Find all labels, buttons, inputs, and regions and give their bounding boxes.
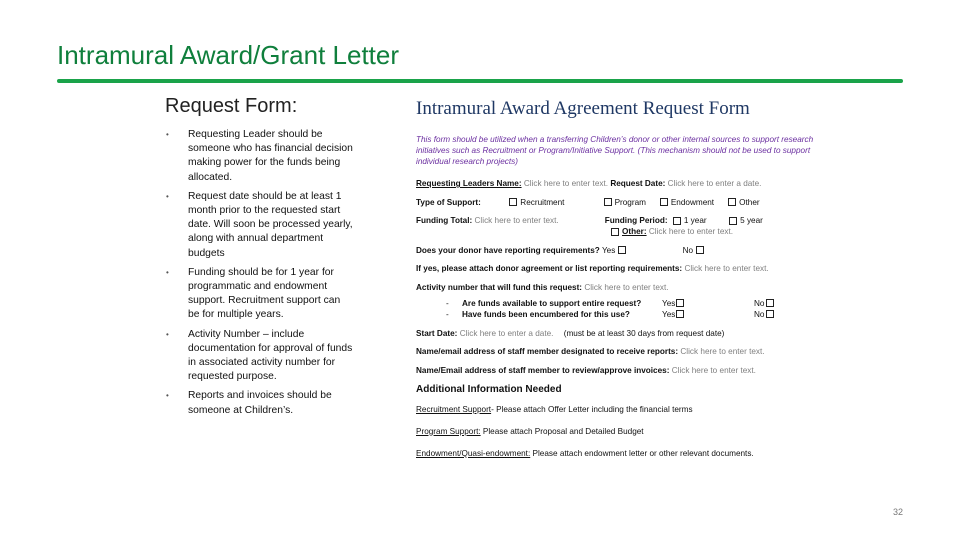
request-date-label: Request Date: xyxy=(610,179,666,188)
funding-total-field[interactable]: Click here to enter text. xyxy=(474,216,559,225)
donor-no-checkbox[interactable] xyxy=(696,246,704,254)
no-label: No xyxy=(754,309,765,319)
start-date-field[interactable]: Click here to enter a date. xyxy=(459,328,554,338)
other-period-field[interactable]: Click here to enter text. xyxy=(648,227,734,236)
activity-number-label: Activity number that will fund this request: xyxy=(416,282,583,292)
bullet-icon: • xyxy=(166,191,169,201)
bullet-text: Activity Number – include documentation for approval of funds in associated activity number for requested purpose. xyxy=(188,328,353,383)
requesting-leader-row xyxy=(416,179,816,189)
bullet-text: Funding should be for 1 year for programmatic and endowment support. Recruitment support can be for multiple years. xyxy=(188,266,341,321)
start-date-note: (must be at least 30 days from request date) xyxy=(563,328,725,338)
slide-title: Intramural Award/Grant Letter xyxy=(57,40,400,70)
donor-yes-checkbox[interactable] xyxy=(618,246,626,254)
other-period-label: Other: xyxy=(622,227,647,236)
five-year-option: 5 year xyxy=(740,216,763,225)
additional-item-endowment xyxy=(416,449,816,458)
bullet-icon: • xyxy=(166,329,169,339)
donor-attach-label: If yes, please attach donor agreement or list reporting requirements: xyxy=(416,264,683,273)
receive-reports-label: Name/email address of staff member designated to receive reports: xyxy=(416,347,679,356)
funds-encumbered-row xyxy=(416,310,816,320)
other-checkbox[interactable] xyxy=(728,198,736,206)
bullet-list xyxy=(163,128,353,418)
one-year-checkbox[interactable] xyxy=(673,217,681,225)
bullet-text: Requesting Leader should be someone who has financial decision making power for the funds being allocated. xyxy=(188,129,353,183)
five-year-checkbox[interactable] xyxy=(729,217,737,225)
bullet-icon: • xyxy=(166,391,169,401)
other-period-row xyxy=(416,227,816,237)
list-item xyxy=(163,328,353,385)
additional-info-heading: Additional Information Needed xyxy=(416,383,562,395)
additional-item-label: Recruitment Support xyxy=(416,404,492,414)
yes-label: Yes xyxy=(662,309,676,319)
funding-row xyxy=(416,216,816,226)
type-of-support-row xyxy=(416,198,816,208)
list-item xyxy=(163,266,353,323)
start-date-label: Start Date: xyxy=(416,328,458,338)
one-year-option: 1 year xyxy=(683,216,707,225)
receive-reports-row xyxy=(416,347,816,357)
additional-item-label: Program Support: xyxy=(416,426,481,436)
recruitment-checkbox[interactable] xyxy=(509,198,517,206)
yes-label: Yes xyxy=(662,298,676,308)
other-period-checkbox[interactable] xyxy=(611,228,619,236)
request-date-field[interactable]: Click here to enter a date. xyxy=(667,179,762,188)
additional-item-program xyxy=(416,427,816,436)
bullet-text: Request date should be at least 1 month prior to the requested start date. Will soon be processed yearly, along with annual department budgets xyxy=(188,190,353,259)
requesting-leader-field[interactable]: Click here to enter text. xyxy=(523,179,609,188)
type-of-support-label: Type of Support: xyxy=(416,197,481,207)
list-item xyxy=(163,190,353,261)
no-label: No xyxy=(754,298,765,308)
activity-number-field[interactable]: Click here to enter text. xyxy=(584,282,669,292)
donor-reporting-row xyxy=(416,246,816,256)
form-intro: This form should be utilized when a transferring Children’s donor or other internal sources to support research initiatives such as Recruitment or Program/Initiative Support. (This mechanism should not be used to support individual research projects) xyxy=(416,135,814,166)
endowment-checkbox[interactable] xyxy=(660,198,668,206)
activity-number-row xyxy=(416,283,816,293)
program-checkbox[interactable] xyxy=(604,198,612,206)
request-form-heading: Request Form: xyxy=(165,95,298,117)
funds-available-no-checkbox[interactable] xyxy=(766,299,774,307)
donor-attach-row xyxy=(416,264,816,274)
bullet-icon: • xyxy=(166,267,169,277)
request-form-notes xyxy=(163,95,353,423)
donor-attach-field[interactable]: Click here to enter text. xyxy=(684,264,769,273)
funds-available-yes-checkbox[interactable] xyxy=(676,299,684,307)
additional-item-label: Endowment/Quasi-endowment: xyxy=(416,448,531,458)
recruitment-option: Recruitment xyxy=(520,197,565,207)
funds-encumbered-no-checkbox[interactable] xyxy=(766,310,774,318)
donor-yes-label: Yes xyxy=(601,245,616,255)
endowment-option: Endowment xyxy=(670,197,715,207)
funding-period-label: Funding Period: xyxy=(604,216,668,225)
title-divider xyxy=(57,79,903,83)
additional-item-text: Please attach Proposal and Detailed Budget xyxy=(480,426,644,436)
requesting-leader-label: Requesting Leaders Name: xyxy=(416,179,522,188)
review-invoices-label: Name/Email address of staff member to review/approve invoices: xyxy=(416,365,670,375)
donor-reporting-question: Does your donor have reporting requirements? xyxy=(416,245,600,255)
additional-item-text: Please attach endowment letter or other relevant documents. xyxy=(530,448,754,458)
list-item xyxy=(163,389,353,417)
program-option: Program xyxy=(614,197,646,207)
other-option: Other xyxy=(739,197,760,207)
list-item xyxy=(163,128,353,185)
start-date-row xyxy=(416,329,816,339)
receive-reports-field[interactable]: Click here to enter text. xyxy=(680,347,765,356)
funds-encumbered-question: Have funds been encumbered for this use? xyxy=(462,309,630,319)
bullet-icon: • xyxy=(166,130,169,139)
review-invoices-row xyxy=(416,366,816,376)
form-title: Intramural Award Agreement Request Form xyxy=(416,98,750,119)
bullet-text: Reports and invoices should be someone at Children’s. xyxy=(188,390,332,416)
additional-item-recruitment xyxy=(416,405,816,414)
page-number: 32 xyxy=(892,507,903,517)
donor-no-label: No xyxy=(682,245,694,255)
funds-available-row xyxy=(416,299,816,309)
additional-item-text: - Please attach Offer Letter including the financial terms xyxy=(491,404,693,414)
funding-total-label: Funding Total: xyxy=(416,216,473,225)
dash-mark: - xyxy=(446,298,449,308)
agreement-request-form xyxy=(416,98,816,471)
funds-available-question: Are funds available to support entire request? xyxy=(462,298,642,308)
review-invoices-field[interactable]: Click here to enter text. xyxy=(671,365,756,375)
funds-encumbered-yes-checkbox[interactable] xyxy=(676,310,684,318)
dash-mark: - xyxy=(446,309,449,319)
